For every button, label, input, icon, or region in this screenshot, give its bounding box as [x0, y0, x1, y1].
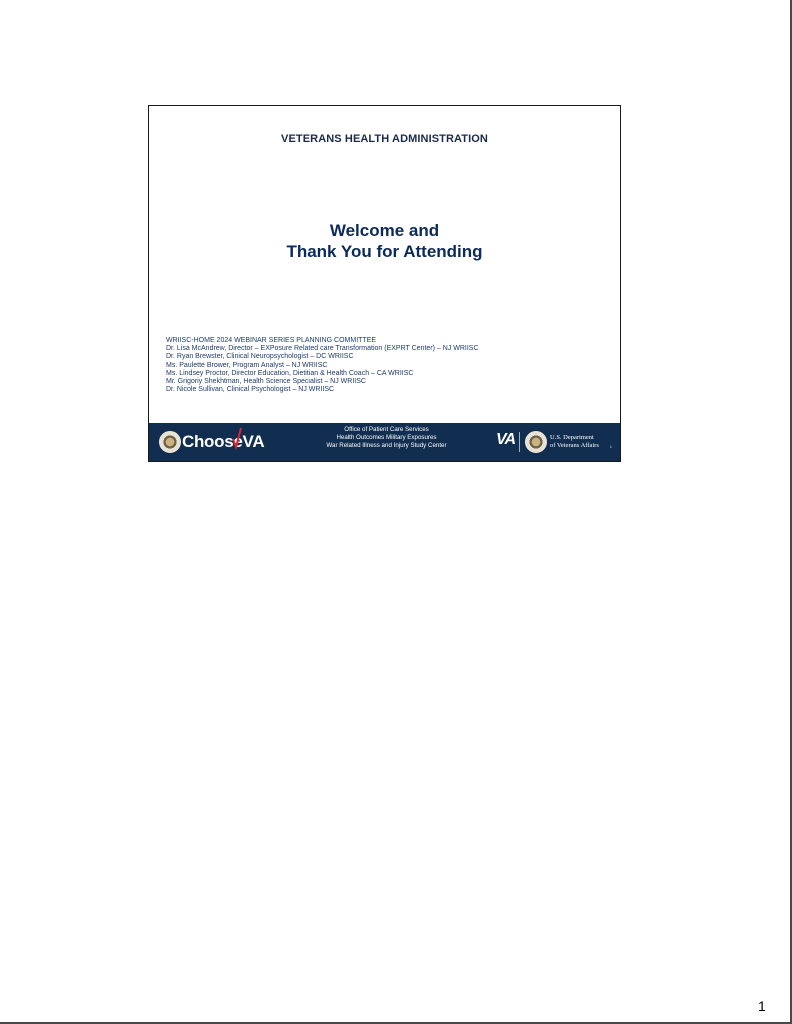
footer-office-line: Health Outcomes Military Exposures	[336, 434, 437, 441]
slide-header: VETERANS HEALTH ADMINISTRATION	[281, 133, 488, 145]
choose-va-logo: ChooseVA	[182, 432, 265, 451]
footer-office-line: Office of Patient Care Services	[344, 426, 429, 433]
checkmark-icon	[232, 426, 242, 450]
committee-member: Ms. Lindsey Proctor, Director Education, Dietitian & Health Coach – CA WRIISC	[166, 369, 414, 377]
committee-heading: WRIISC-HOME 2024 WEBINAR SERIES PLANNING COMMITTEE	[166, 337, 377, 344]
footer-office-text	[294, 426, 479, 450]
slide-footer	[149, 423, 620, 461]
committee-list	[166, 337, 479, 394]
department-line-2: of Veterans Affairs	[550, 441, 599, 449]
slide-title-line-2: Thank You for Attending	[286, 242, 483, 261]
footer-office-line: War Related Illness and Injury Study Center	[326, 442, 447, 449]
committee-member: Mr. Grigoriy Shekhtman, Health Science Specialist – NJ WRIISC	[166, 378, 366, 386]
committee-member: Dr. Ryan Brewster, Clinical Neuropsychologist – DC WRIISC	[166, 353, 354, 361]
committee-member: Ms. Paulette Brower, Program Analyst – NJ WRIISC	[166, 361, 328, 369]
slide-number: 1	[609, 444, 612, 449]
va-seal-icon	[159, 431, 181, 453]
department-name	[550, 434, 599, 449]
slide-title-line-1: Welcome and	[329, 221, 440, 240]
slide-title	[149, 220, 620, 262]
department-line-1: U.S. Department	[550, 434, 594, 441]
page-number: 1	[758, 998, 766, 1014]
committee-member: Dr. Nicole Sullivan, Clinical Psychologist – NJ WRIISC	[166, 386, 335, 394]
slide-thumbnail	[148, 105, 621, 462]
va-seal-icon	[525, 431, 547, 453]
logo-divider	[519, 432, 520, 452]
committee-member: Dr. Lisa McAndrew, Director – EXPosure Related care Transformation (EXPRT Center) – NJ WRIISC	[166, 345, 479, 353]
va-logo: VA	[496, 431, 516, 448]
